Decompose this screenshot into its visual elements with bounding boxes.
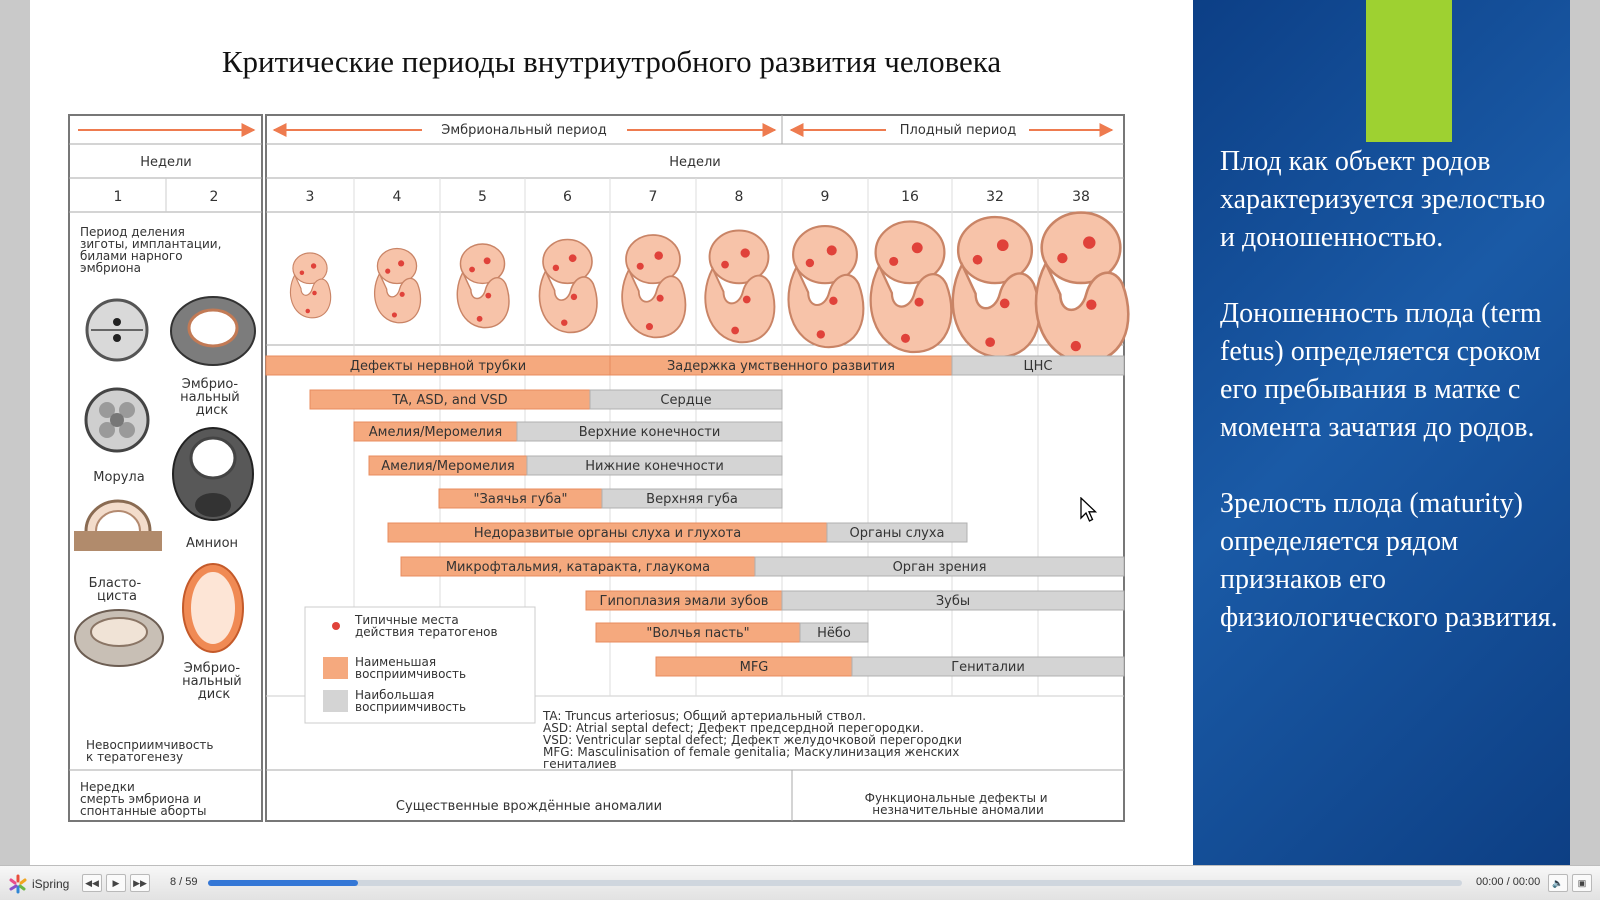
side-text	[1220, 143, 1560, 675]
amnion-illustration	[173, 428, 253, 520]
susceptibility-label-3-label_c: Нижние конечности	[585, 459, 724, 474]
susceptibility-label-9-label_a: MFG	[739, 660, 769, 675]
ispring-logo-icon	[8, 874, 28, 894]
next-slide-button[interactable]	[130, 874, 150, 892]
susceptibility-label-7-label_c: Зубы	[935, 594, 971, 609]
implanted-blastocyst-illustration	[75, 610, 163, 666]
susceptibility-label-0-label_c: ЦНС	[1023, 359, 1053, 374]
accent-bar	[1366, 0, 1452, 142]
susceptibility-label-6-label_c: Орган зрения	[892, 560, 987, 575]
legend-item-teratogen-sites: Типичные места действия тератогенов	[355, 613, 498, 639]
susceptibility-label-8-label_c: Нёбо	[817, 626, 851, 641]
susceptibility-label-5-label_c: Органы слуха	[849, 526, 945, 541]
embryonic-period-label: Эмбриональный период	[441, 123, 607, 138]
week-header-6: 6	[563, 189, 572, 205]
slide-title: Критические периоды внутриутробного развития человека	[221, 44, 1002, 79]
rewind-icon: ◀◀	[85, 878, 99, 888]
legend-marker-dot	[332, 622, 340, 630]
footer-left-note: Нередки смерть эмбриона и спонтанные аборты	[80, 780, 207, 818]
week-header-9: 9	[820, 189, 830, 205]
embryo-disc-label-2: Эмбрио- нальный диск	[182, 661, 242, 702]
week-header-4: 4	[392, 189, 402, 205]
slide	[30, 0, 1570, 865]
volume-button[interactable]	[1548, 874, 1568, 892]
susceptibility-label-9-label_c: Гениталии	[951, 660, 1025, 675]
weeks-label-left: Недели	[140, 155, 192, 170]
fullscreen-button[interactable]	[1572, 874, 1592, 892]
legend-swatch-less-sensitive	[323, 690, 348, 712]
susceptibility-label-8-label_a: "Волчья пасть"	[646, 626, 750, 641]
susceptibility-label-2-label_a: Амелия/Меромелия	[368, 425, 503, 440]
susceptibility-label-7-label_a: Гипоплазия эмали зубов	[599, 594, 769, 609]
embryo-disc-illustration	[171, 297, 255, 365]
embryo-disc-illustration-2	[183, 564, 243, 652]
legend-item-sensitive: Наименьшая восприимчивость	[355, 655, 467, 681]
week-header-16: 16	[901, 189, 919, 205]
week-header-32: 32	[986, 189, 1004, 205]
legend-item-less-sensitive: Наибольшая восприимчивость	[355, 688, 467, 714]
weeks-label-right: Недели	[669, 155, 721, 170]
susceptibility-label-3-label_a: Амелия/Меромелия	[381, 459, 515, 474]
slide-counter: 8 / 59	[170, 876, 198, 888]
progress-bar[interactable]	[208, 880, 1462, 886]
legend-swatch-sensitive	[323, 657, 348, 679]
embryo-disc-label-1: Эмбрио- нальный диск	[180, 377, 240, 418]
week-header-8: 8	[734, 189, 744, 205]
susceptibility-label-4-label_a: "Заячья губа"	[473, 492, 568, 507]
side-paragraph-term: Плод как объект родов характеризуется зрелостью и доношенностью.	[1220, 146, 1546, 253]
morula-label: Морула	[93, 470, 145, 485]
week-header-3: 3	[305, 189, 315, 205]
susceptibility-label-0-label_a: Дефекты нервной трубки	[349, 359, 527, 374]
blastocyst-label: Бласто- циста	[88, 576, 142, 604]
side-paragraph-maturity: Зрелость плода (maturity) определяется рядом признаков его физиологического развития.	[1220, 488, 1558, 633]
amnion-label: Амнион	[185, 536, 239, 551]
abbreviation-notes: TA: Truncus arteriosus; Общий артериальный ствол. ASD: Atrial septal defect; Дефект предсердной перегородки. VSD: Ventricular septal defect; Дефект желудочковой перегородки MFG: Masculinisation of female genitalia; Маскулинизация женских гениталиев	[543, 709, 962, 771]
susceptibility-label-4-label_c: Верхняя губа	[646, 492, 738, 507]
side-panel	[1193, 0, 1570, 865]
susceptibility-label-2-label_c: Верхние конечности	[578, 425, 721, 440]
morula-illustration	[86, 389, 148, 451]
week-header-2: 2	[209, 189, 219, 205]
footer-middle-note: Существенные врождённые аномалии	[395, 799, 663, 814]
susceptibility-label-0-label_b: Задержка умственного развития	[666, 359, 896, 374]
speaker-icon: 🔈	[1552, 878, 1564, 888]
fast-forward-icon: ▶▶	[133, 878, 147, 888]
week-header-38: 38	[1072, 189, 1090, 205]
mouse-cursor-icon	[1080, 497, 1098, 523]
play-button[interactable]	[106, 874, 126, 892]
susceptibility-label-1-label_a: TA, ASD, and VSD	[392, 393, 508, 408]
progress-fill	[208, 880, 358, 886]
susceptibility-label-1-label_c: Сердце	[660, 393, 712, 408]
play-icon: ▶	[112, 878, 120, 888]
side-paragraph-term-fetus: Доношенность плода (term fetus) определяется сроком его пребывания в матке с момента зачатия до родов.	[1220, 298, 1542, 443]
fetal-period-label: Плодный период	[899, 123, 1017, 138]
critical-periods-table	[30, 0, 1193, 865]
ispring-logo[interactable]	[8, 874, 69, 894]
fullscreen-icon: ▣	[1577, 878, 1587, 888]
zygote-period-note: Период деления зиготы, имплантации, билами нарного эмбриона	[80, 225, 222, 275]
week-header-5: 5	[478, 189, 487, 205]
footer-right-note: Функциональные дефекты и незначительные аномалии	[864, 791, 1048, 817]
week-header-7: 7	[648, 189, 658, 205]
player-bar	[0, 865, 1600, 900]
teratogenesis-resistance-note: Невосприимчивость к тератогенезу	[86, 738, 214, 764]
brand-name: iSpring	[32, 877, 70, 891]
susceptibility-label-6-label_a: Микрофтальмия, катаракта, глаукома	[445, 560, 711, 575]
susceptibility-label-5-label_a: Недоразвитые органы слуха и глухота	[473, 526, 742, 541]
two-cell-zygote-illustration	[87, 300, 147, 360]
time-readout: 00:00 / 00:00	[1476, 876, 1541, 888]
previous-slide-button[interactable]	[82, 874, 102, 892]
week-header-1: 1	[113, 189, 123, 205]
